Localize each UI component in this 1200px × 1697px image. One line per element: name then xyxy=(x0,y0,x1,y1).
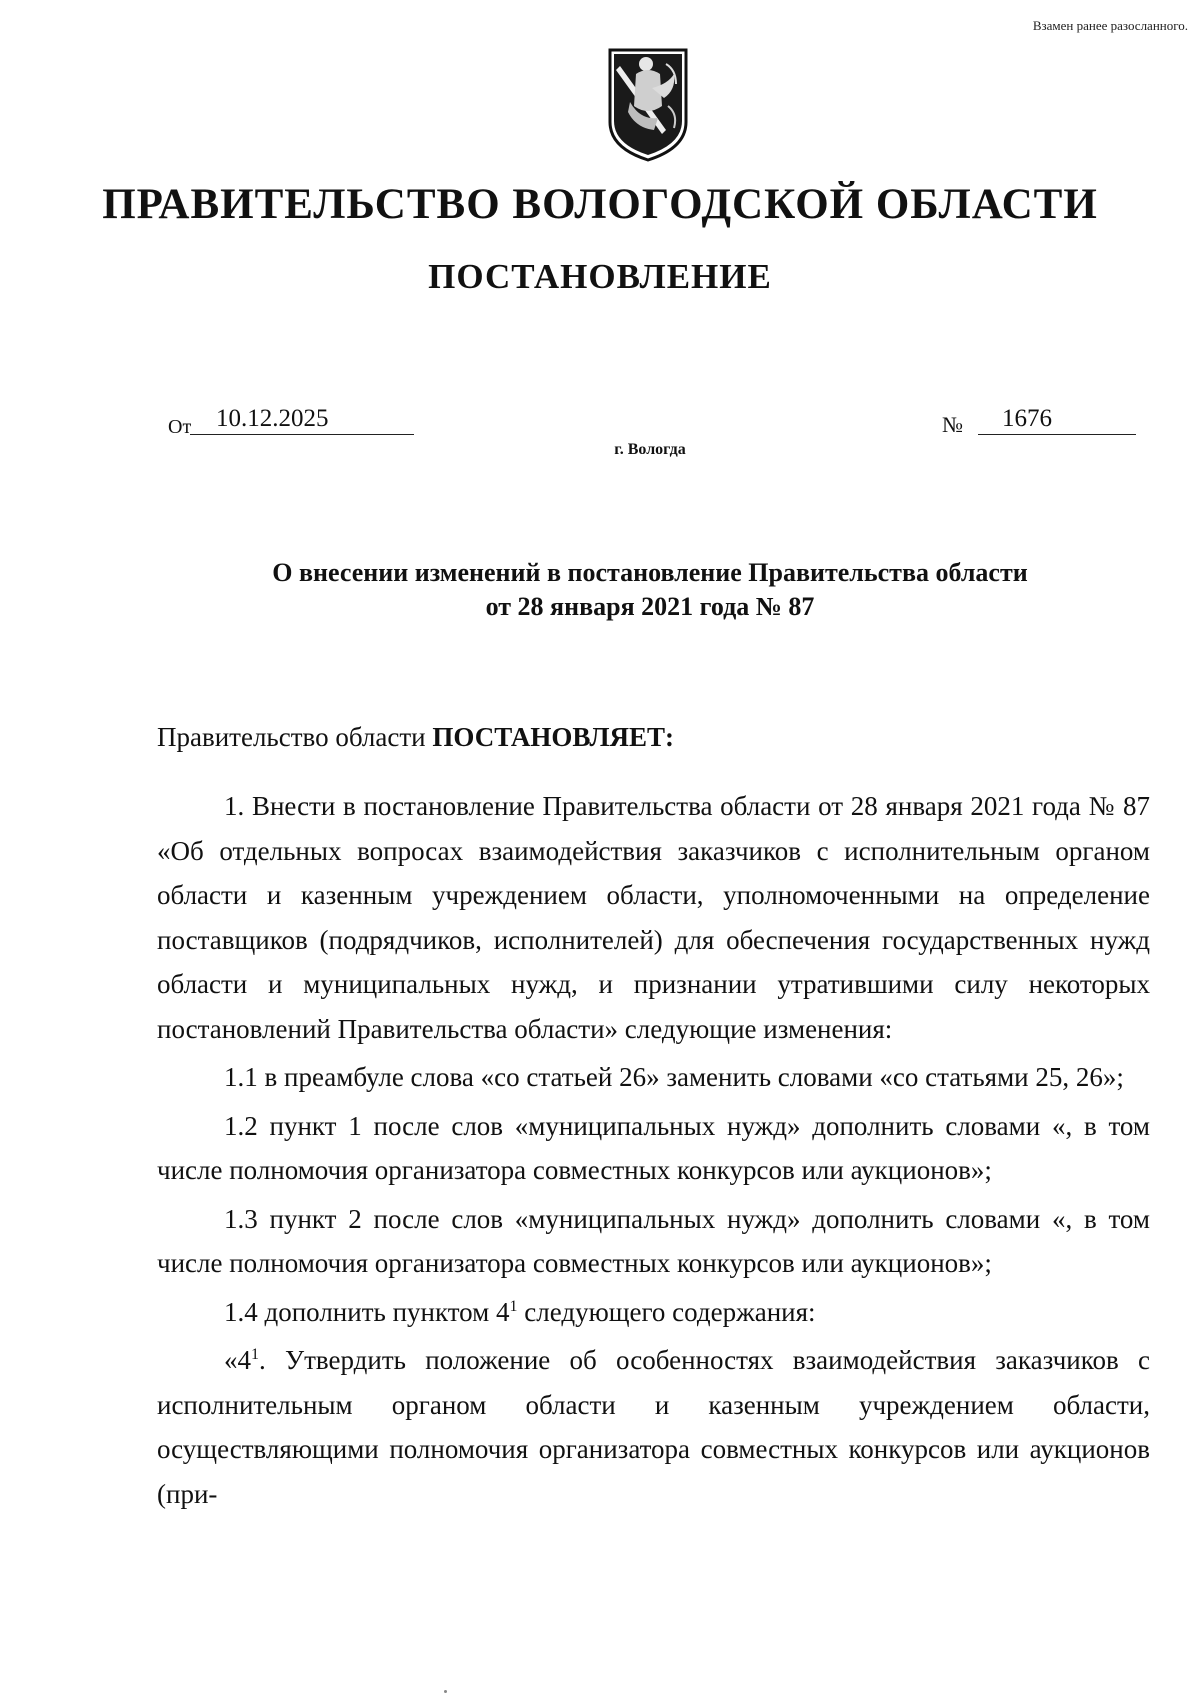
paragraph-1: 1. Внести в постановление Правительства области от 28 января 2021 года № 87 «Об отдельных вопросах взаимодействия заказчиков с исполнительным органом области и казенным учреждением области, уполномоченными на определение поставщиков (подрядчиков, исполнителей) для обеспечения государственных нужд области и муниципальных нужд, и признании утратившими силу некоторых постановлений Правительства области» следующие изменения: xyxy=(157,791,1150,1044)
paragraph-1-4 xyxy=(157,1290,1150,1335)
date-label: От xyxy=(168,416,192,438)
government-title: ПРАВИТЕЛЬСТВО ВОЛОГОДСКОЙ ОБЛАСТИ xyxy=(102,181,1098,228)
paragraph-1-1: 1.1 в преамбуле слова «со статьей 26» заменить словами «со статьями 25, 26»; xyxy=(224,1062,1124,1092)
preamble-decree: ПОСТАНОВЛЯЕТ: xyxy=(432,722,674,752)
preamble-prefix: Правительство области xyxy=(157,722,433,752)
number-value: 1676 xyxy=(978,404,1136,435)
number-label: № xyxy=(942,412,963,437)
paragraph-4-1-text: . Утвердить положение об особенностях взаимодействия заказчиков с исполнительным органом области и казенным учреждением области, осуществляющими полномочия организатора совместных конкурсов или аукционов (при- xyxy=(157,1345,1150,1509)
paragraph-1-2: 1.2 пункт 1 после слов «муниципальных нужд» дополнить словами «, в том числе полномочия организатора совместных конкурсов или аукционов»; xyxy=(157,1110,1150,1185)
scan-dot xyxy=(444,1690,447,1693)
body-text xyxy=(157,784,1150,1520)
paragraph-1-3: 1.3 пункт 2 после слов «муниципальных нужд» дополнить словами «, в том числе полномочия организатора совместных конкурсов или аукционов»; xyxy=(157,1203,1150,1278)
paragraph-4-1 xyxy=(157,1338,1150,1516)
document-heading xyxy=(100,556,1200,624)
city: г. Вологда xyxy=(614,441,686,458)
vologda-oblast-coat-of-arms-icon xyxy=(606,44,690,162)
heading-line-2: от 28 января 2021 года № 87 xyxy=(485,592,815,621)
paragraph-4-1-prefix: «4 xyxy=(224,1345,251,1375)
paragraph-1-4-superscript: 1 xyxy=(509,1297,518,1315)
preamble xyxy=(157,722,674,753)
date-value: 10.12.2025 xyxy=(190,404,414,435)
paragraph-4-1-superscript: 1 xyxy=(251,1346,259,1363)
paragraph-1-4-suffix: следующего содержания: xyxy=(517,1296,816,1327)
document-type: ПОСТАНОВЛЕНИЕ xyxy=(428,257,772,296)
corner-note: Взамен ранее разосланного. xyxy=(1032,18,1188,33)
paragraph-1-4-prefix: 1.4 дополнить пунктом 4 xyxy=(224,1296,510,1327)
heading-line-1: О внесении изменений в постановление Правительства области xyxy=(272,558,1028,587)
